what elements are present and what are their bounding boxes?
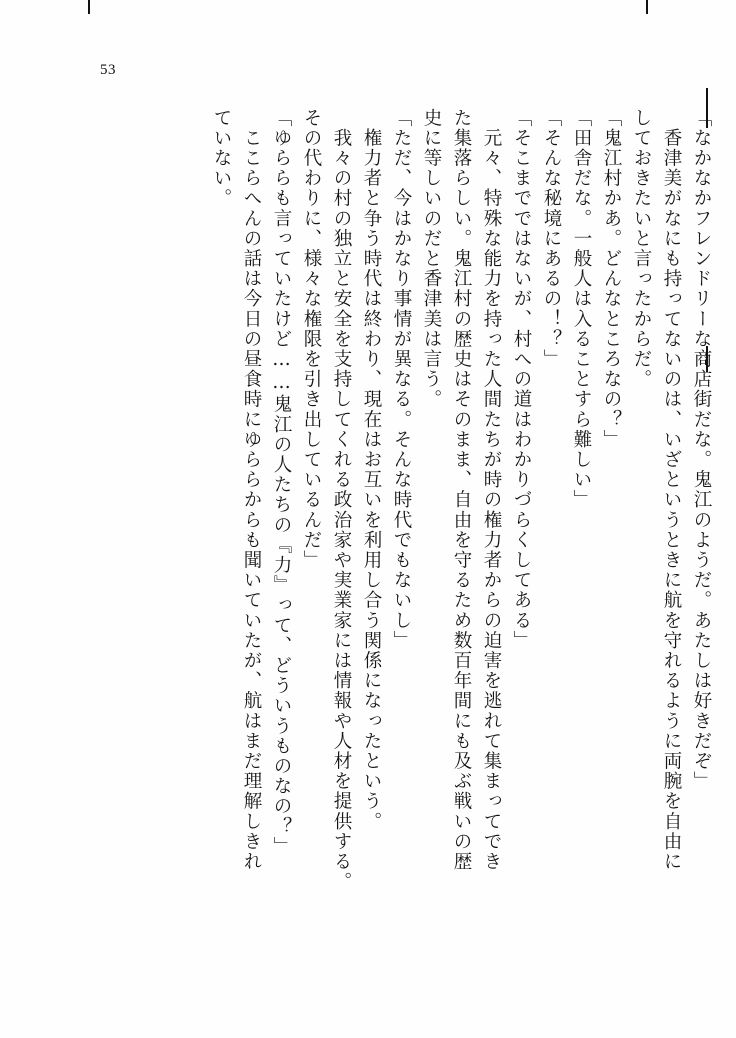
text-line: 「鬼江村かあ。どんなところなの？」 [601,108,622,450]
vertical-text-body [84,108,710,968]
crop-mark-top-right [646,0,648,14]
text-line: 「ただ、今はかなり事情が異なる。そんな時代でもないし」 [391,108,412,651]
text-line: 「なかなかフレンドリーな商店街だな。鬼江のようだ。あたしは好きだぞ」 [691,108,712,792]
text-line: 我々の村の独立と安全を支持してくれる政治家や実業家には情報や人材を提供する。 [331,108,352,892]
text-line: 「ゆららも言っていたけど……鬼江の人たちの『力』って、どういうものなの？」 [271,108,292,857]
text-line: 元々、特殊な能力を持った人間たちが時の権力者からの迫害を逃れて集まってでき [481,108,502,872]
text-line: 香津美がなにも持ってないのは、いざというときに航を守れるように両腕を自由に [661,108,682,872]
page-number: 53 [100,62,116,78]
text-line: ていない。 [211,108,232,209]
crop-mark-top-left [88,0,90,14]
text-line: 権力者と争う時代は終わり、現在はお互いを利用し合う関係になったという。 [361,108,382,832]
text-line: 史に等しいのだと香津美は言う。 [421,108,442,410]
text-line: 「田舎だな。一般人は入ることすら難しい」 [571,108,592,510]
text-line: 「そこまでではないが、村への道はわかりづらくしてある」 [511,108,532,651]
text-line: しておきたいと言ったからだ。 [631,108,652,390]
text-line: ここらへんの話は今日の昼食時にゆららからも聞いていたが、航はまだ理解しきれ [241,108,262,872]
text-line: 「そんな秘境にあるの！？」 [541,108,562,370]
text-line: た集落らしい。鬼江村の歴史はそのまま、自由を守るため数百年間にも及ぶ戦いの歴 [451,108,472,872]
text-line: その代わりに、様々な権限を引き出しているんだ」 [301,108,322,571]
